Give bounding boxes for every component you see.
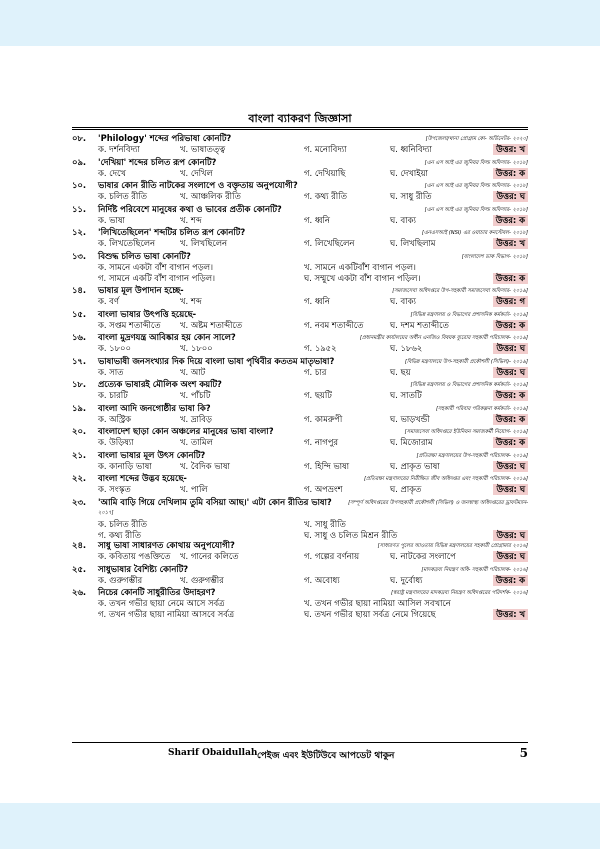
option-ka: ক. চলিত রীতি <box>98 191 147 201</box>
option-kha: খ. গুরুগম্ভীর <box>180 574 224 585</box>
question-line <box>72 180 528 191</box>
question-number: ২০. <box>72 426 87 436</box>
question-line <box>72 473 528 484</box>
question-number: ১৭. <box>72 355 87 366</box>
option-gha: ঘ. প্রাকৃত <box>390 484 422 494</box>
question-number: ১২. <box>72 227 87 237</box>
option-ga: গ. কথ্য রীতি <box>304 191 347 201</box>
question-text: 'আমি বাড়ি গিয়ে দেখিলাম তুমি বসিয়া আছ।' এটা কোন রীতির ভাষা? <box>98 496 332 507</box>
option-kha: খ. ভাষাতত্ত্ব <box>180 144 226 154</box>
question-text: প্রত্যেক ভাষারই মৌলিক অংশ কয়টি? <box>98 379 222 389</box>
option-gha: ঘ. তখন গভীর ছায়া সর্বত্র নেমে গিয়েছে <box>304 609 436 619</box>
option-kha: খ. শব্দ <box>180 214 202 225</box>
option-gha: ঘ. ধ্বনিবিদ্যা <box>390 144 432 154</box>
question-text: ভাষাভাষী জনসংখ্যার দিক দিয়ে বাংলা ভাষা পৃথিবীর কততম মাতৃভাষা? <box>98 355 335 366</box>
option-ga: গ. নাগপুর <box>304 437 339 447</box>
question-line <box>72 540 528 551</box>
question-block <box>72 540 528 562</box>
question-source: [এন এস আই এর জুনিয়র ফিল্ড অফিসার- ২০১৮] <box>424 183 528 189</box>
question-source: [মাদকদ্রব্য নিয়ন্ত্রণ অধি- সহকারী পরিচালক- ২০১৬] <box>421 566 528 573</box>
option-gha: ঘ. ১৮৬২ <box>390 343 423 353</box>
question-block <box>72 251 528 284</box>
question-source: [প্রতিরক্ষা মন্ত্রণালয়ের নিরীক্ষিত জীব অধিদপ্তর এবং সহকারী পরিচালক- ২০১৯] <box>364 476 528 482</box>
question-text: ভাষার মূল উপাদান হচ্ছে- <box>98 285 184 295</box>
question-number: ২২. <box>72 473 87 483</box>
question-source: [বাংলাদেশ ডাক বিভাগ- ২০১৮] <box>461 253 528 260</box>
options-row <box>72 551 528 562</box>
answer-badge: উত্তর: ক <box>493 215 528 226</box>
question-block <box>72 309 528 331</box>
option-gha: ঘ. সম্মুখে একটা বাঁশ বাগান পড়িল। <box>304 272 421 283</box>
option-ga: গ. অবোধ্য <box>304 574 340 585</box>
question-number: ০৯. <box>72 156 87 167</box>
question-number: ২৫. <box>72 563 87 574</box>
options-row <box>72 215 528 226</box>
option-gha: ঘ. সাধু ও চলিত মিশ্রন রীতি <box>304 529 398 540</box>
option-ka: ক. বর্ণ <box>98 296 119 306</box>
option-kha: খ. লিখছিলেন <box>180 238 228 248</box>
option-kha: খ. পাঁচটি <box>180 390 211 400</box>
option-ka: ক. কানাড়ি ভাষা <box>98 460 152 471</box>
question-block <box>72 332 528 354</box>
answer-badge: উত্তর: ক <box>493 437 528 448</box>
option-ka: ক. কবিতায় পঙক্তিতে <box>98 551 171 561</box>
question-line <box>72 379 528 390</box>
option-kha: খ. সাধু রীতি <box>304 518 346 529</box>
option-ga: গ. ছয়টি <box>304 390 332 400</box>
answer-badge: উত্তর: গ <box>493 296 528 307</box>
question-number: ১৬. <box>72 332 87 342</box>
option-gha: ঘ. সাতটি <box>390 390 422 400</box>
option-kha: খ. শব্দ <box>180 296 202 306</box>
options-row <box>72 262 528 273</box>
option-ga: গ. তখন গভীর ছায়া নামিয়া আসবে সর্বত্র <box>98 609 235 619</box>
options-row <box>72 238 528 249</box>
option-ga: গ. কথ্য রীতি <box>98 529 141 540</box>
question-source: [সহকারী পরিবার পরিকল্পনা কর্মকর্তা- ২০১৯] <box>435 405 528 412</box>
option-gha: ঘ. ভাড়খন্ডী <box>390 413 430 424</box>
question-number: ১৪. <box>72 285 87 295</box>
footer-text: পেইজ এবং ইউটিউবে আপডেট থাকুন <box>257 751 395 761</box>
option-ga: গ. লিখেছিলেন <box>304 238 355 248</box>
question-text: ভাষার কোন রীতি নাটকের সংলাপে ও বক্তৃতায় অনুপযোগী? <box>98 180 298 190</box>
question-line <box>72 133 528 144</box>
page-title: বাংলা ব্যাকরণ জিজ্ঞাসা <box>248 112 352 125</box>
question-line <box>72 587 528 598</box>
option-ka: ক. ১৮০০ <box>98 343 131 353</box>
answer-badge: উত্তর: খ <box>493 609 528 620</box>
option-gha: ঘ. নাটকের সংলাপে <box>390 551 456 561</box>
option-kha: খ. গানের কলিতে <box>180 551 239 561</box>
option-kha: খ. পালি <box>180 484 208 494</box>
question-source: [সাধারণত পুলের আওতায় বিভিন্ন মন্ত্রণালয়ের সহকারী প্রোগ্রামার ২০১৬] <box>377 543 528 549</box>
question-text: নির্দিষ্ট পরিবেশে মানুষের কথা ও ভাবের প্রতীক কোনটি? <box>98 203 282 214</box>
option-kha: খ. দ্রাবিড় <box>180 413 212 424</box>
option-ka: ক. সামনে একটা বাঁশ বাগান পড়ল। <box>98 261 213 272</box>
question-text: সাধু ভাষা সাধারণত কোথায় অনুপযোগী? <box>98 540 235 550</box>
answer-badge: উত্তর: ক <box>493 414 528 425</box>
options-row <box>72 575 528 586</box>
option-gha: ঘ. মিজোরাম <box>390 437 433 447</box>
question-block <box>72 157 528 179</box>
option-kha: খ. বৈদিক ভাষা <box>180 460 230 471</box>
option-ga: গ. হিন্দি ভাষা <box>304 460 350 471</box>
question-source: [সমাজসেবা অধিদপ্তরে উপ-সহকারী সমাজসেবা অফিসার- ২০১৯] <box>392 288 528 294</box>
options-row <box>72 168 528 179</box>
option-ka: ক. ভাষা <box>98 214 125 225</box>
question-line <box>72 157 528 168</box>
question-source: [এনএসআই (NSI) এর ওয়াচার কনস্টেবল- ২০১৮] <box>421 230 528 236</box>
question-text: বাংলা আদি জনগোষ্ঠীর ভাষা কি? <box>98 402 211 413</box>
option-ga: গ. মনোবিদ্যা <box>304 144 347 154</box>
question-block <box>72 564 528 586</box>
option-ka: ক. চলিত রীতি <box>98 518 147 529</box>
option-ga: গ. গল্পের বর্ণনায় <box>304 551 360 561</box>
question-source: [এন এস আই এর জুনিয়র ফিল্ড অফিসার- ২০১৮] <box>424 206 528 213</box>
question-text: 'দেখিয়া' শব্দের চলিত রূপ কোনটি? <box>98 156 217 167</box>
question-block <box>72 450 528 472</box>
options-row <box>72 273 528 284</box>
option-ka: ক. গুরুগম্ভীর <box>98 574 143 585</box>
option-ka: ক. সাত <box>98 366 124 377</box>
option-kha: খ. ১৮০০ <box>180 343 213 353</box>
question-block <box>72 180 528 202</box>
question-source: [বিভিন্ন মন্ত্রণালয় ও বিভাগের প্রশাসনিক কর্মকর্তা- ২০১৯] <box>410 382 528 388</box>
question-line <box>72 497 528 508</box>
question-line <box>72 309 528 320</box>
answer-badge: উত্তর: খ <box>493 144 528 155</box>
option-ka: ক. লিখতেছিলেন <box>98 238 156 248</box>
question-source: [সম্পূর্ণ অধিদপ্তরের উপসহকারী প্রকৌশলী (সিভিল) ও জনস্বাস্থ্য অধিদপ্তরের ড্রাফটম্যান- <box>348 499 528 506</box>
question-number: ২৬. <box>72 587 87 597</box>
question-line <box>72 450 528 461</box>
option-gha: ঘ. বাক্য <box>390 214 416 225</box>
question-text: বাংলা মুদ্রণযন্ত্র আবিষ্কার হয় কোন সালে? <box>98 332 236 342</box>
options-row <box>72 437 528 448</box>
option-ka: ক. দেখে <box>98 167 126 178</box>
answer-badge: উত্তর: ঘ <box>493 367 528 378</box>
question-number: ১৫. <box>72 308 87 319</box>
question-block <box>72 133 528 155</box>
header-rule-top <box>72 127 528 128</box>
question-text: বিশুদ্ধ চলিত ভাষা কোনটি? <box>98 250 191 261</box>
options-row <box>72 191 528 202</box>
question-source: [বিভিন্ন মন্ত্রণালয়ে উপ-সহকারী প্রকৌশলী (সিভিল)- ২০১৯] <box>404 358 528 365</box>
option-ga: গ. দেখিয়াছি <box>304 167 346 178</box>
options-row <box>72 367 528 378</box>
option-ka: ক. সপ্তম শতাব্দীতে <box>98 319 161 330</box>
question-number: ২১. <box>72 449 87 460</box>
options-row <box>72 390 528 401</box>
answer-badge: উত্তর: ঘ <box>493 530 528 541</box>
options-row <box>72 530 528 541</box>
answer-badge: উত্তর: ক <box>493 390 528 401</box>
option-ga: গ. নবম শতাব্দীতে <box>304 319 364 330</box>
page-number: 5 <box>519 746 528 760</box>
option-kha: খ. দেখিল <box>180 167 213 178</box>
answer-badge: উত্তর: ক <box>493 575 528 586</box>
footer <box>72 746 528 760</box>
question-text: বাংলা শব্দের উদ্ভব হয়েছে- <box>98 473 187 483</box>
question-line <box>72 426 528 437</box>
options-row <box>72 320 528 331</box>
question-text: নিচের কোনটি সাধুরীতির উদাহরণ? <box>98 587 216 597</box>
answer-badge: উত্তর: ক <box>493 273 528 284</box>
question-line <box>72 332 528 343</box>
question-source: [সমাজসেবা অধিদপ্তরে ইউনিয়ন সমাজকর্মী নিয়োগ- ২০১৯] <box>404 429 528 435</box>
header-rule-bottom <box>72 129 528 130</box>
answer-badge: উত্তর: ঘ <box>493 191 528 202</box>
options-row <box>72 144 528 155</box>
question-source-continued <box>72 508 528 519</box>
option-ga: গ. অপভ্রংশ <box>304 484 343 494</box>
question-block <box>72 379 528 401</box>
question-text: বাংলাদেশ ছাড়া কোন অঞ্চলের মানুষের ভাষা বাংলা? <box>98 426 274 436</box>
question-block <box>72 285 528 307</box>
question-text: 'Philology' শব্দের পরিভাষা কোনটি? <box>98 133 232 143</box>
option-ga: গ. কামরুপী <box>304 413 343 424</box>
question-line <box>72 356 528 367</box>
option-gha: ঘ. ছয় <box>390 366 411 377</box>
question-number: ০৮. <box>72 133 87 143</box>
option-ka: ক. চারটি <box>98 390 128 400</box>
answer-badge: উত্তর: ক <box>493 168 528 179</box>
answer-badge: উত্তর: ঘ <box>493 551 528 562</box>
option-gha: ঘ. দেখাইয়া <box>390 167 428 178</box>
option-ka: ক. উড়িষ্যা <box>98 437 134 447</box>
question-block <box>72 497 528 541</box>
options-row <box>72 296 528 307</box>
options-row <box>72 609 528 620</box>
question-block <box>72 587 528 620</box>
options-row <box>72 519 528 530</box>
question-block <box>72 473 528 495</box>
question-block <box>72 227 528 249</box>
options-row <box>72 414 528 425</box>
question-block <box>72 426 528 448</box>
option-kha: খ. তামিল <box>180 437 213 447</box>
option-ga: গ. ধ্বনি <box>304 296 330 306</box>
option-ka: ক. সংস্কৃত <box>98 484 131 494</box>
answer-badge: উত্তর: ঘ <box>493 461 528 472</box>
answer-badge: উত্তর: ঘ <box>493 484 528 495</box>
question-number: ১৩. <box>72 250 87 261</box>
option-ga: গ. ১৯৫২ <box>304 343 337 353</box>
option-ka: ক. দর্শনবিদ্যা <box>98 144 140 154</box>
question-number: ১০. <box>72 180 87 190</box>
option-ga: গ. চার <box>304 366 327 377</box>
question-block <box>72 403 528 425</box>
question-text: সাধুভাষার বৈশিষ্ট্য কোনটি? <box>98 563 189 574</box>
option-gha: ঘ. দশম শতাব্দীতে <box>390 319 449 330</box>
options-row <box>72 343 528 354</box>
question-line <box>72 285 528 296</box>
question-block <box>72 356 528 378</box>
option-gha: ঘ. দুর্বোধ্য <box>390 574 423 585</box>
option-kha: খ. আট <box>180 366 206 377</box>
question-text: বাংলা ভাষার মূল উৎস কোনটি? <box>98 449 206 460</box>
question-line <box>72 227 528 238</box>
options-row <box>72 598 528 609</box>
question-source: [উপজেলা/থানা প্রোগ্রাম কো- অর্ডিনেটর- ২০২০] <box>425 136 528 142</box>
question-number: ১১. <box>72 203 87 214</box>
options-row <box>72 461 528 472</box>
question-number: ২৪. <box>72 540 87 550</box>
option-gha: ঘ. বাক্য <box>390 296 416 306</box>
question-source: [বিভিন্ন মন্ত্রণালয় ও বিভাগের প্রশাসনিক কর্মকর্তা- ২০১৯] <box>410 311 528 318</box>
question-number: ১৯. <box>72 402 87 413</box>
footer-brand: Sharif Obaidullah <box>168 748 258 758</box>
question-line <box>72 251 528 262</box>
answer-badge: উত্তর: খ <box>493 238 528 249</box>
question-source-tail: ২০১৭] <box>98 509 114 516</box>
option-kha: খ. সামনে একটিবাঁশ বাগান পড়ল। <box>304 261 416 272</box>
question-source: [এন এস আই এর জুনিয়র ফিল্ড অফিসার- ২০১৮] <box>424 159 528 166</box>
option-ga: গ. সামনে একটি বাঁশ বাগান পড়িল। <box>98 272 215 283</box>
question-source: [স্বরাষ্ট্র মন্ত্রণালয়ের মাদকদ্রব্য নিয়ন্ত্রণ অধিদপ্তরের পরিদর্শক- ২০১৬] <box>390 590 528 596</box>
answer-badge: উত্তর: ঘ <box>493 343 528 354</box>
options-row <box>72 484 528 495</box>
option-ga: গ. ধ্বনি <box>304 214 330 225</box>
option-gha: ঘ. লিখছিলাম <box>390 238 436 248</box>
question-number: ১৮. <box>72 379 87 389</box>
question-line <box>72 564 528 575</box>
option-kha: খ. তখন গভীর ছায়া নামিয়া আসিল সবখানে <box>304 598 451 608</box>
question-text: 'লিখিতেছিলেন' শব্দটির চলিত রূপ কোনটি? <box>98 227 246 237</box>
question-number: ২৩. <box>72 496 87 507</box>
option-ka: ক. তখন গভীর ছায়া নেমে আসে সর্বত্র <box>98 598 225 608</box>
option-kha: খ. আঞ্চলিক রীতি <box>180 191 241 201</box>
question-line <box>72 204 528 215</box>
option-gha: ঘ. প্রাকৃত ভাষা <box>390 460 440 471</box>
footer-rule <box>72 742 528 743</box>
answer-badge: উত্তর: ক <box>493 320 528 331</box>
option-ka: ক. অস্ট্রিক <box>98 413 132 424</box>
question-text: বাংলা ভাষার উৎপত্তি হয়েছে- <box>98 308 197 319</box>
question-source: [প্রতিরক্ষা মন্ত্রণালয়ের উপ-সহকারী পরিচালক- ২০১৯] <box>416 452 528 459</box>
question-line <box>72 403 528 414</box>
option-kha: খ. অষ্টম শতাব্দীতে <box>180 319 243 330</box>
question-source: [প্রধানমন্ত্রীর কার্যালয়ের অধীন এনজিও বিষয়ক ব্যুরোর সহকারী পরিচালক- ২০১৯] <box>359 335 528 341</box>
question-block <box>72 204 528 226</box>
option-gha: ঘ. সাধু রীতি <box>390 191 432 201</box>
